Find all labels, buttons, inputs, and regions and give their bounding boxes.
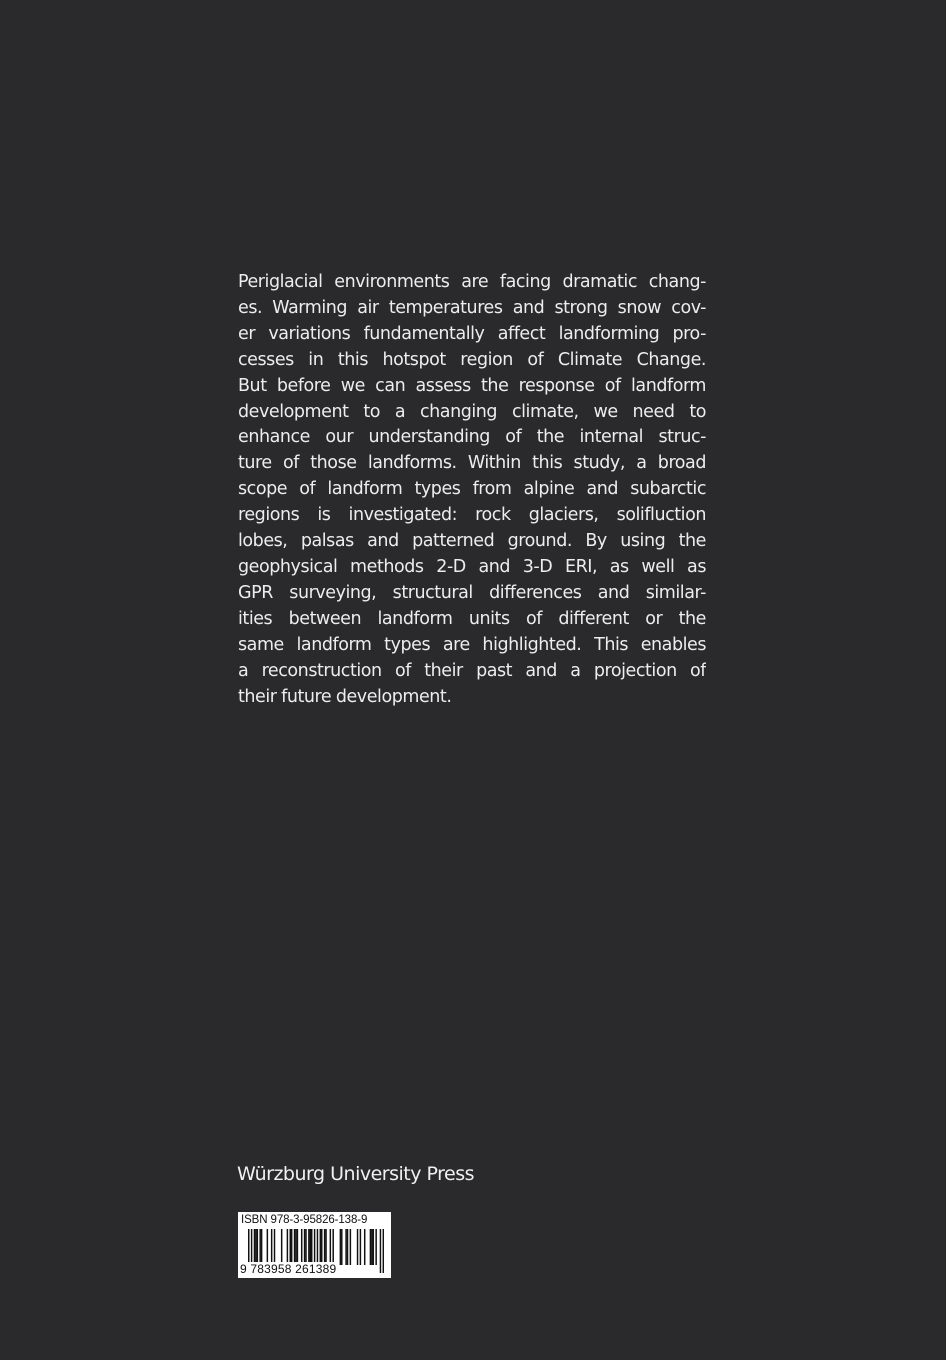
blurb-line: same landform types are highlighted. This enables <box>238 634 706 655</box>
barcode-bar <box>308 1229 309 1265</box>
barcode-bar <box>321 1229 322 1265</box>
barcode-bar <box>341 1229 342 1265</box>
barcode-bar <box>324 1229 325 1265</box>
barcode-bar <box>380 1229 381 1273</box>
barcode-bar <box>259 1229 260 1265</box>
blurb-line: a reconstruction of their past and a projection of <box>238 660 706 681</box>
barcode-bar <box>325 1229 326 1265</box>
blurb-line: But before we can assess the response of landform <box>238 375 706 396</box>
barcode-bar <box>310 1229 311 1265</box>
barcode-bar <box>371 1229 372 1265</box>
barcode-bar <box>287 1229 288 1265</box>
blurb-line: regions is investigated: rock glaciers, solifluction <box>238 505 706 526</box>
barcode-bar <box>370 1229 371 1265</box>
barcode-bar <box>290 1229 291 1265</box>
barcode-bar <box>350 1229 351 1265</box>
barcode-bar <box>373 1229 374 1265</box>
barcode-bar <box>311 1229 312 1265</box>
blurb-line: lobes, palsas and patterned ground. By using the <box>238 531 706 552</box>
barcode-bar <box>271 1229 272 1265</box>
barcode-bar <box>364 1229 365 1265</box>
barcode-bar <box>375 1229 376 1265</box>
barcode-bar <box>345 1229 346 1265</box>
blurb-line: er variations fundamentally affect landforming pro- <box>238 323 706 344</box>
barcode-bar <box>360 1229 361 1265</box>
barcode-bar <box>340 1229 341 1265</box>
blurb-line: their future development. <box>238 686 452 707</box>
barcode-bar <box>267 1229 268 1265</box>
barcode-bar <box>332 1229 333 1265</box>
barcode-bar <box>357 1229 358 1265</box>
barcode-bar <box>281 1229 282 1265</box>
barcode-bar <box>257 1229 258 1265</box>
ean-digits: 9 783958 261389 <box>240 1262 337 1276</box>
blurb-line: scope of landform types from alpine and subarctic <box>238 479 706 500</box>
barcode-bar <box>297 1229 298 1265</box>
back-cover-blurb <box>238 270 706 710</box>
blurb-line: cesses in this hotspot region of Climate Change. <box>238 349 706 370</box>
barcode-bar <box>294 1229 295 1265</box>
barcode-bar <box>295 1229 296 1265</box>
barcode-bar <box>320 1229 321 1265</box>
publisher-name: Würzburg University Press <box>237 1163 475 1185</box>
blurb-line: ture of those landforms. Within this study, a broad <box>238 453 706 474</box>
blurb-line: es. Warming air temperatures and strong snow cov- <box>238 297 706 318</box>
barcode-bar <box>255 1229 256 1265</box>
barcode-bar <box>383 1229 384 1273</box>
barcode-bar <box>291 1229 292 1265</box>
barcode-bar <box>330 1229 331 1265</box>
barcode-bar <box>305 1229 306 1265</box>
barcode-bar <box>274 1229 275 1265</box>
barcode-bar <box>347 1229 348 1265</box>
blurb-line: Periglacial environments are facing dramatic chang- <box>238 272 706 292</box>
barcode-bar <box>301 1229 302 1265</box>
barcode-bar <box>254 1229 255 1265</box>
barcode-bar <box>261 1229 262 1265</box>
blurb-line: development to a changing climate, we need to <box>238 401 706 422</box>
blurb-line: GPR surveying, structural differences and similar- <box>238 582 706 603</box>
blurb-line: geophysical methods 2-D and 3-D ERI, as well as <box>238 556 706 577</box>
isbn-barcode <box>238 1212 391 1278</box>
barcode-bar <box>304 1229 305 1265</box>
blurb-line: ities between landform units of different or the <box>238 608 706 629</box>
isbn-label: ISBN 978-3-95826-138-9 <box>241 1214 368 1226</box>
blurb-line: enhance our understanding of the internal struc- <box>238 427 706 448</box>
